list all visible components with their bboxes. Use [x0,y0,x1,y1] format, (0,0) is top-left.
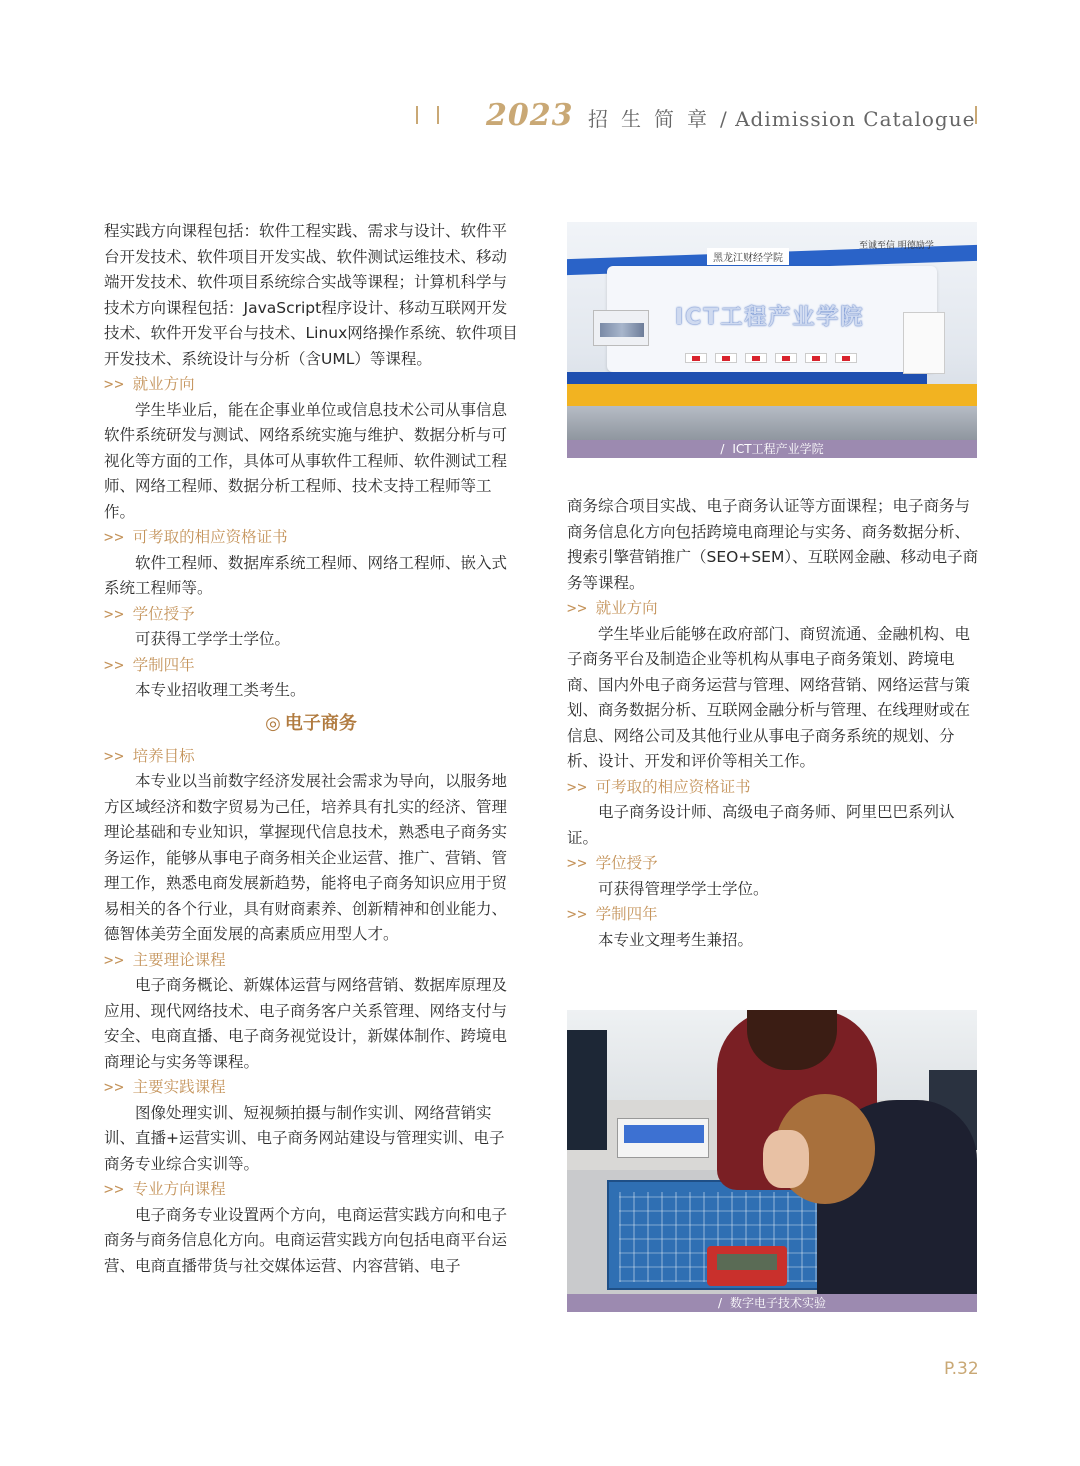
section-heading-certificate [567,775,979,801]
section-arrow: >> [567,599,588,617]
huawei-logo-icon [775,353,797,363]
section-arrow: >> [104,375,125,393]
photo-equipment-box [617,1118,709,1158]
section-label: 主要实践课程 [132,1078,226,1096]
caption-text: 数字电子技术实验 [730,1296,827,1310]
paragraph-theory: 电子商务概论、新媒体运营与网络营销、数据库原理及应用、现代网络技术、电子商务客户关系管理、网络支付与安全、电商直播、电子商务视觉设计，新媒体制作、跨境电商理论与实务等课程。 [104,976,508,1071]
section-arrow: >> [104,1078,125,1096]
huawei-logo-icon [685,353,707,363]
huawei-logo-icon [715,353,737,363]
photo-wall-text: ICT工程产业学院 [675,305,865,330]
section-arrow: >> [104,746,125,765]
section-label: 就业方向 [595,599,658,617]
section-label: 培养目标 [132,746,195,765]
section-heading-employment [104,372,518,398]
section-label: 主要理论课程 [132,950,226,969]
photo-electronics-lab [567,1010,977,1294]
section-heading-goal [104,744,518,770]
paragraph-goal: 本专业以当前数字经济发展社会需求为导向，以服务地方区域经济和数字贸易为己任，培养具有扎实的经济、管理理论基础和专业知识，掌握现代信息技术，熟悉电子商务实务运作，能够从事电子商务相关企业运营、推广、营销、管理工作，熟悉电商发展新趋势，能将电子商务知识应用于贸易相关的各个行业，具有财商素养、创新精神和创业能力、德智体美劳全面发展的高素质应用型人才。 [104,772,508,943]
section-heading-degree [104,602,518,628]
photo-artwork [593,310,649,346]
section-arrow: >> [104,1180,125,1198]
photo-caption-lab [567,1294,977,1312]
paragraph-practice: 图像处理实训、短视频拍摄与制作实训、网络营销实训、直播+运营实训、电子商务网站建设与管理实训、电子商务专业综合实训等。 [104,1103,505,1173]
paragraph-duration: 本专业文理考生兼招。 [598,930,754,949]
section-arrow: >> [567,905,588,923]
paragraph-intro: 程实践方向课程包括：软件工程实践、需求与设计、软件平台开发技术、软件项目开发实战、软件测试运维技术、移动端开发技术、软件项目系统综合实战等课程；计算机科学与技术方向课程包括：JavaScript程序设计、移动互联网开发技术、软件开发平台与技术、Linux网络操作系统、软件项目开发技术、系统设计与分析（含UML）等课程。 [104,222,518,368]
paragraph-direction: 电子商务专业设置两个方向，电商运营实践方向和电子商务与商务信息化方向。电商运营实践方向包括电商平台运营、电商直播带货与社交媒体运营、内容营销、电子 [104,1205,508,1275]
major-title [104,706,518,742]
photo-multimeter [707,1246,787,1286]
caption-slash: / [720,442,725,456]
section-label: 学制四年 [132,655,195,674]
major-mark-icon: ◎ [265,712,281,734]
left-column [104,219,518,1279]
section-label: 学制四年 [595,905,658,923]
section-arrow: >> [104,604,125,623]
page-header [0,98,1080,138]
page-number: P.32 [944,1359,979,1379]
section-arrow: >> [567,777,588,796]
caption-text: ICT工程产业学院 [732,442,824,456]
section-heading-employment [567,596,979,622]
huawei-logo-icon [745,353,767,363]
section-label: 就业方向 [132,375,195,393]
section-heading-degree [567,851,979,877]
section-arrow: >> [104,950,125,969]
major-title-text: 电子商务 [284,712,357,734]
paragraph-degree: 可获得管理学学士学位。 [598,879,769,898]
section-label: 可考取的相应资格证书 [595,777,751,796]
caption-slash: / [717,1296,723,1310]
section-arrow: >> [567,854,588,872]
header-divider-right [975,106,977,124]
paragraph-duration: 本专业招收理工类考生。 [135,681,306,699]
section-heading-certificate [104,525,518,551]
right-column [567,494,979,953]
photo-yellow-band [567,384,977,406]
header-title [588,103,975,132]
section-heading-theory [104,948,518,974]
photo-monitor-left [567,1030,607,1150]
section-label: 学位授予 [595,854,658,872]
section-heading-practice [104,1075,518,1101]
photo-display-box [903,312,945,374]
section-heading-duration [567,902,979,928]
section-heading-direction [104,1177,518,1203]
header-title-en: / Adimission Catalogue [720,107,976,131]
section-arrow: >> [104,655,125,674]
paragraph-certificate: 电子商务设计师、高级电子商务师、阿里巴巴系列认证。 [567,803,955,847]
paragraph-direction-cont: 商务综合项目实战、电子商务认证等方面课程；电子商务与商务信息化方向包括跨境电商理论与实务、商务数据分析、搜索引擎营销推广（SEO+SEM）、互联网金融、移动电子商务等课程。 [567,497,979,592]
huawei-logo-icon [805,353,827,363]
header-year: 2023 [486,98,574,133]
paragraph-certificate: 软件工程师、数据库系统工程师、网络工程师、嵌入式系统工程师等。 [104,553,508,597]
section-label: 学位授予 [132,604,195,623]
photo-student-seated-face [763,1130,809,1188]
photo-logos [685,348,865,367]
header-divider-left-1 [416,106,418,124]
section-label: 可考取的相应资格证书 [132,528,288,546]
photo-floor [567,406,977,440]
paragraph-employment: 学生毕业后能够在政府部门、商贸流通、金融机构、电子商务平台及制造企业等机构从事电子商务策划、跨境电商、国内外电子商务运营与管理、网络营销、网络运营与策划、商务数据分析、互联网金融分析与管理、在线理财或在信息、网络公司及其他行业从事电子商务系统的规划、分析、设计、开发和评价等相关工作。 [567,624,971,770]
paragraph-employment: 学生毕业后，能在企事业单位或信息技术公司从事信息软件系统研发与测试、网络系统实施与维护、数据分析与可视化等方面的工作，具体可从事软件工程师、软件测试工程师、网络工程师、数据分析工程师、技术支持工程师等工作。 [104,400,508,521]
section-label: 专业方向课程 [132,1180,226,1198]
photo-blue-band [567,372,927,384]
photo-ict-college [567,222,977,440]
section-heading-duration [104,653,518,679]
section-arrow: >> [104,528,125,546]
photo-caption-ict [567,440,977,458]
huawei-logo-icon [835,353,857,363]
header-title-cn: 招生简章 [588,107,720,131]
paragraph-degree: 可获得工学学士学位。 [135,630,291,648]
photo-slogan: 至诚至信 明德励学 [859,241,934,251]
header-divider-left-2 [437,106,439,124]
photo-school-name: 黑龙江财经学院 [707,248,789,265]
